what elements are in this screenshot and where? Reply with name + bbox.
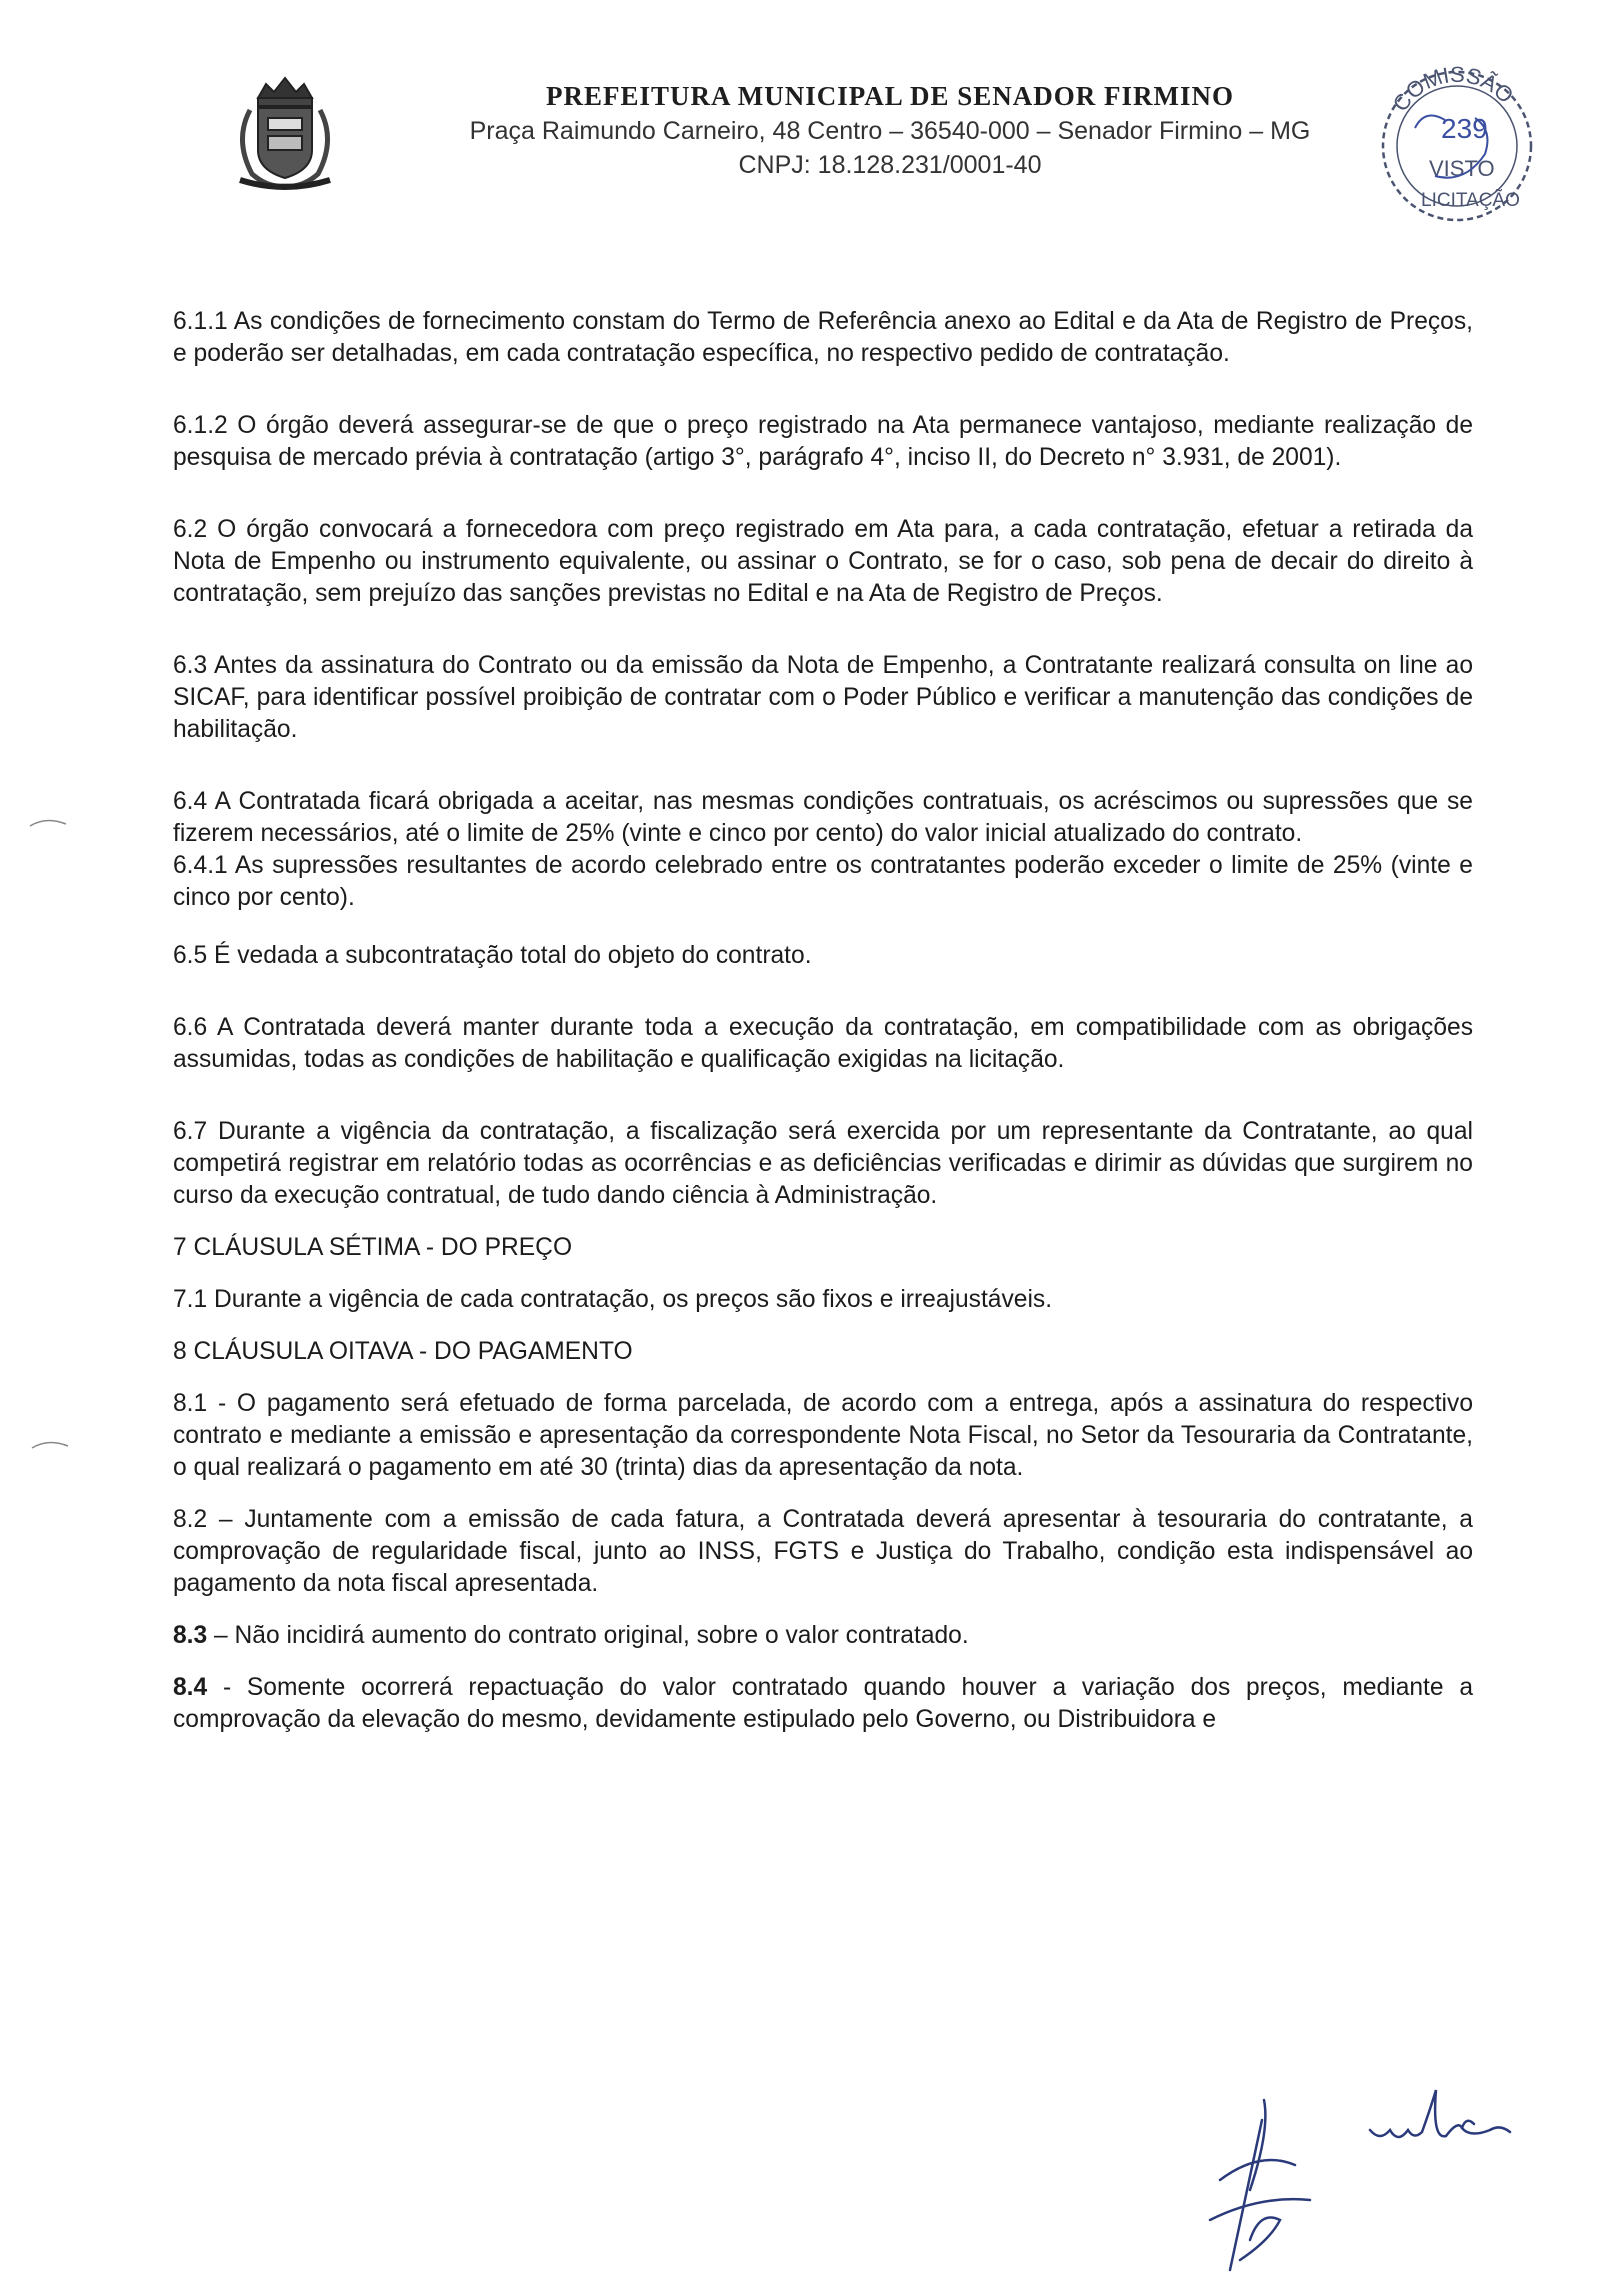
clause-7-heading: 7 CLÁUSULA SÉTIMA - DO PREÇO xyxy=(173,1234,573,1261)
clause-6-7: 6.7 Durante a vigência da contratação, a fiscalização será exercida por um representante da Contratante, ao qual competirá registrar em relatório todas as ocorrências e as deficiências verificadas e dirimir as dúvidas que surgirem no curso da execução contratual, de tudo dando ciência à Administração. xyxy=(173,1118,1473,1209)
scan-mark xyxy=(30,1438,70,1450)
municipality-title: PREFEITURA MUNICIPAL DE SENADOR FIRMINO xyxy=(545,81,1235,111)
clause-6-1-1: 6.1.1 As condições de fornecimento constam do Termo de Referência anexo ao Edital e da Ata de Registro de Preços, e poderão ser detalhadas, em cada contratação específica, no respectivo pedido de contratação. xyxy=(173,308,1473,367)
clause-8-4 xyxy=(173,1672,1473,1736)
svg-text:COMISSÃO xyxy=(1388,62,1519,116)
stamp-number: 239 xyxy=(1441,113,1488,144)
stamp-bottom-text: LICITAÇÃO xyxy=(1421,190,1520,211)
municipal-crest-icon xyxy=(228,70,343,195)
clause-8-3 xyxy=(173,1620,1473,1652)
clause-6-2: 6.2 O órgão convocará a fornecedora com preço registrado em Ata para, a cada contratação, efetuar a retirada da Nota de Empenho ou instrumento equivalente, ou assinar o Contrato, se for o caso, sob pena de decair do direito à contratação, sem prejuízo das sanções previstas no Edital e na Ata de Registro de Preços. xyxy=(173,516,1473,607)
clause-6-3: 6.3 Antes da assinatura do Contrato ou da emissão da Nota de Empenho, a Contratante realizará consulta on line ao SICAF, para identificar possível proibição de contratar com o Poder Público e verificar a manutenção das condições de habilitação. xyxy=(173,652,1473,743)
municipality-cnpj: CNPJ: 18.128.231/0001-40 xyxy=(738,151,1042,179)
clause-6-1-2: 6.1.2 O órgão deverá assegurar-se de que o preço registrado na Ata permanece vantajoso, mediante realização de pesquisa de mercado prévia à contratação (artigo 3°, parágrafo 4°, inciso II, do Decreto n° 3.931, de 2001). xyxy=(173,412,1473,471)
clause-7-1: 7.1 Durante a vigência de cada contratação, os preços são fixos e irreajustáveis. xyxy=(173,1286,1053,1313)
clause-8-1: 8.1 - O pagamento será efetuado de forma parcelada, de acordo com a entrega, após a assinatura do respectivo contrato e mediante a emissão e apresentação da correspondente Nota Fiscal, no Setor da Tesouraria da Contratante, o qual realizará o pagamento em até 30 (trinta) dias da apresentação da nota. xyxy=(173,1390,1473,1481)
commission-stamp xyxy=(1375,58,1535,233)
scan-mark xyxy=(28,816,68,828)
handwritten-signatures xyxy=(1200,2070,1580,2277)
clause-8-4-text: - Somente ocorrerá repactuação do valor contratado quando houver a variação dos preços, mediante a comprovação da elevação do mesmo, devidamente estipulado pelo Governo, ou Distribuidora e xyxy=(173,1674,1473,1733)
clause-8-4-number: 8.4 xyxy=(173,1674,208,1701)
document-body xyxy=(173,306,1473,1736)
clause-8-3-text: – Não incidirá aumento do contrato original, sobre o valor contratado. xyxy=(207,1622,969,1649)
letterhead xyxy=(390,78,1390,182)
clause-6-4: 6.4 A Contratada ficará obrigada a aceitar, nas mesmas condições contratuais, os acréscimos ou supressões que se fizerem necessários, até o limite de 25% (vinte e cinco por cento) do valor inicial atualizado do contrato. xyxy=(173,788,1473,847)
clause-8-2: 8.2 – Juntamente com a emissão de cada fatura, a Contratada deverá apresentar à tesouraria do contratante, a comprovação de regularidade fiscal, junto ao INSS, FGTS e Justiça do Trabalho, condição esta indispensável ao pagamento da nota fiscal apresentada. xyxy=(173,1506,1473,1597)
clause-6-4-1: 6.4.1 As supressões resultantes de acordo celebrado entre os contratantes poderão exceder o limite de 25% (vinte e cinco por cento). xyxy=(173,852,1473,911)
clause-8-heading: 8 CLÁUSULA OITAVA - DO PAGAMENTO xyxy=(173,1338,633,1365)
clause-8-3-number: 8.3 xyxy=(173,1622,208,1649)
stamp-top-text: COMISSÃO xyxy=(1387,61,1519,116)
municipality-address: Praça Raimundo Carneiro, 48 Centro – 36540-000 – Senador Firmino – MG xyxy=(469,117,1311,145)
clause-6-6: 6.6 A Contratada deverá manter durante toda a execução da contratação, em compatibilidade com as obrigações assumidas, todas as condições de habilitação e qualificação exigidas na licitação. xyxy=(173,1014,1473,1073)
clause-6-5: 6.5 É vedada a subcontratação total do objeto do contrato. xyxy=(173,942,812,969)
stamp-middle-text: VISTO xyxy=(1429,156,1495,181)
